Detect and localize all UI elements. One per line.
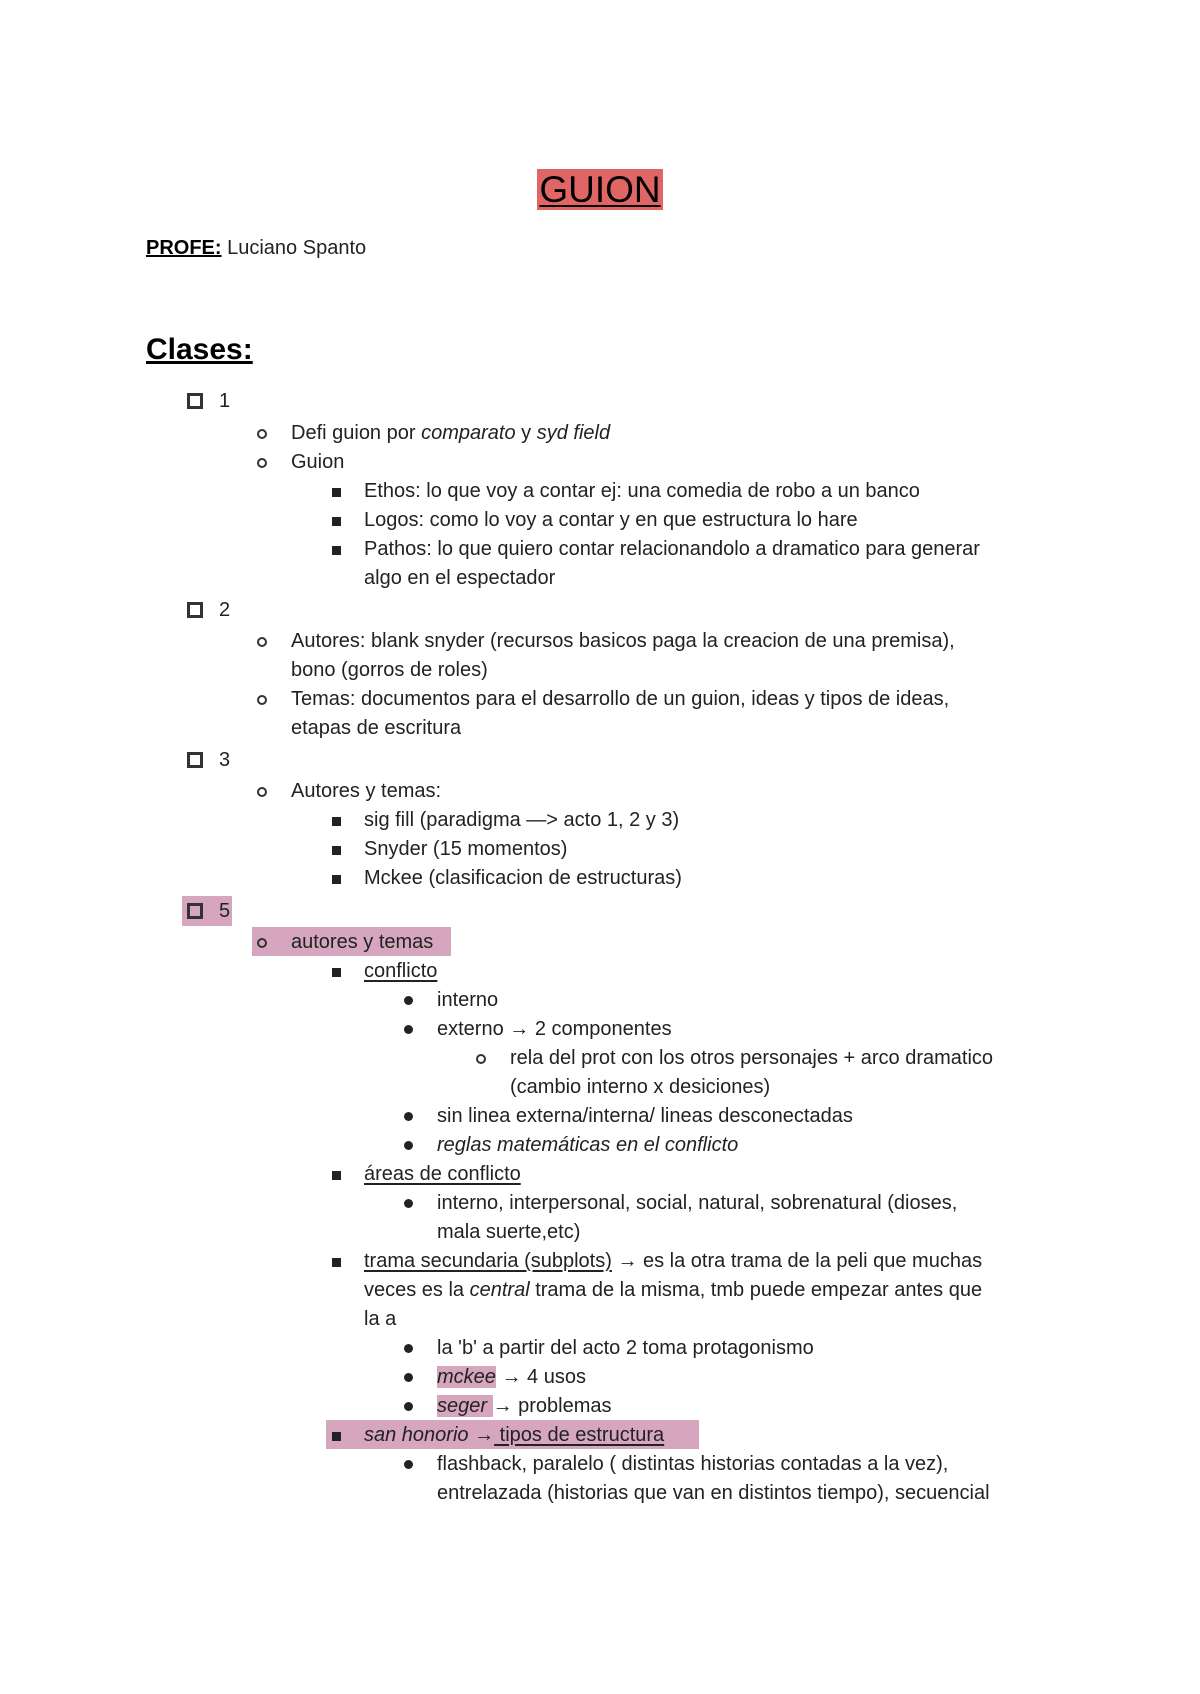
- document-title: GUION: [539, 169, 661, 210]
- dot-bullet-icon: [404, 1141, 413, 1150]
- dot-bullet-icon: [404, 1373, 413, 1382]
- hollow-circle-icon: [257, 695, 267, 705]
- checkbox-icon[interactable]: [187, 903, 203, 919]
- dot-bullet-icon: [404, 996, 413, 1005]
- square-bullet-icon: [332, 817, 341, 826]
- hollow-circle-icon: [257, 787, 267, 797]
- hollow-circle-icon: [257, 637, 267, 647]
- profe-line: PROFE: Luciano Spanto: [146, 237, 367, 259]
- hollow-circle-icon: [257, 429, 267, 439]
- square-bullet-icon: [332, 968, 341, 977]
- dot-bullet-icon: [404, 1025, 413, 1034]
- square-bullet-icon: [332, 488, 341, 497]
- dot-bullet-icon: [404, 1402, 413, 1411]
- square-bullet-icon: [332, 1171, 341, 1180]
- square-bullet-icon: [332, 546, 341, 555]
- square-bullet-icon: [332, 1258, 341, 1267]
- hollow-circle-icon: [257, 938, 267, 948]
- section-heading: Clases:: [146, 333, 253, 366]
- hollow-circle-icon: [476, 1054, 486, 1064]
- square-bullet-icon: [332, 517, 341, 526]
- checkbox-icon[interactable]: [187, 752, 203, 768]
- checkbox-icon[interactable]: [187, 393, 203, 409]
- square-bullet-icon: [332, 1432, 341, 1441]
- square-bullet-icon: [332, 875, 341, 884]
- dot-bullet-icon: [404, 1199, 413, 1208]
- dot-bullet-icon: [404, 1344, 413, 1353]
- square-bullet-icon: [332, 846, 341, 855]
- dot-bullet-icon: [404, 1460, 413, 1469]
- hollow-circle-icon: [257, 458, 267, 468]
- dot-bullet-icon: [404, 1112, 413, 1121]
- checkbox-icon[interactable]: [187, 602, 203, 618]
